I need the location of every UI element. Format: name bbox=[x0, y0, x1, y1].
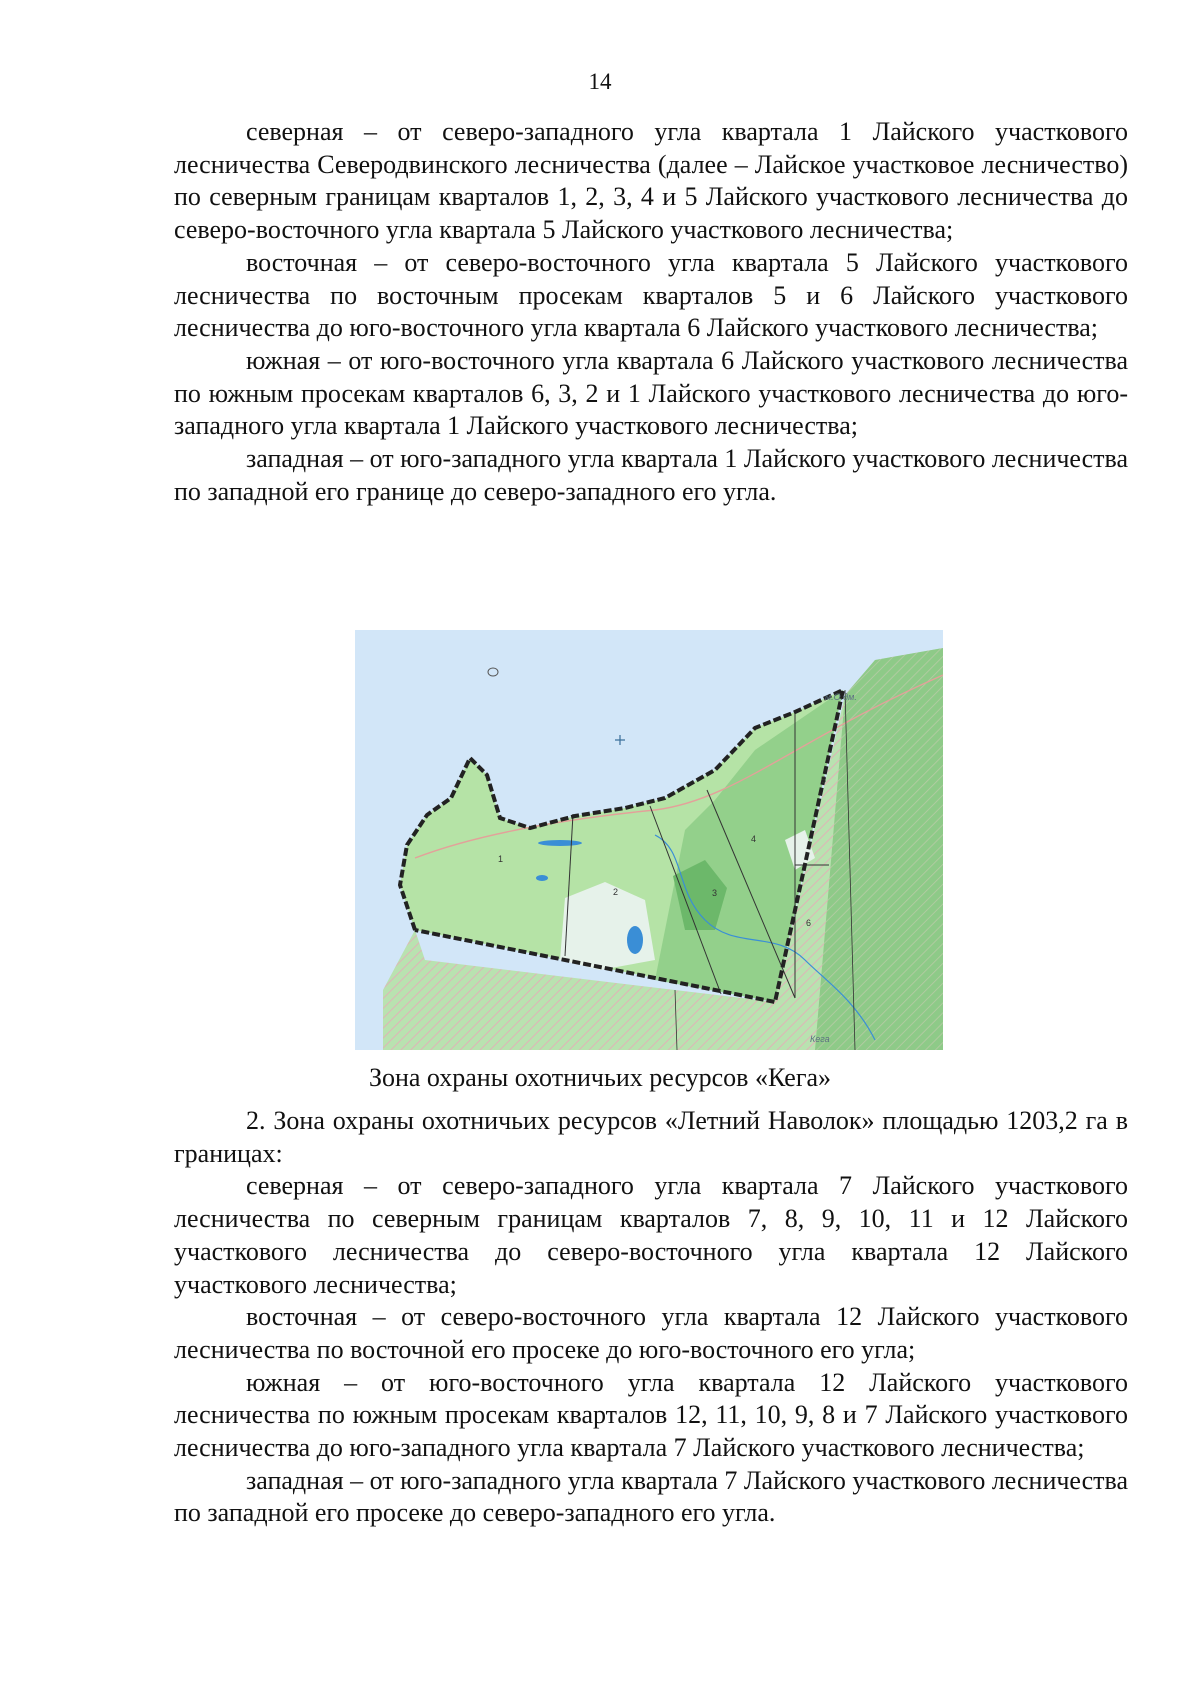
lake bbox=[538, 840, 582, 846]
quarter-label-3: 3 bbox=[712, 888, 718, 898]
boundary-north-paragraph: северная – от северо-западного угла квартала 1 Лайского участкового лесничества Северодвинского лесничества (далее – Лайское участковое лесничество) по северным границам кварталов 1, 2, 3, 4 и 5 Лайского участкового лесничества до северо-восточного угла квартала 5 Лайского участкового лесничества; bbox=[174, 117, 1128, 245]
quarter-label-2: 2 bbox=[613, 887, 619, 897]
page-number: 14 bbox=[588, 69, 612, 94]
zone-2-boundary-east-paragraph: восточная – от северо-восточного угла квартала 12 Лайского участкового лесничества по восточной его просеке до юго-восточного его угла; bbox=[174, 1302, 1128, 1364]
quarter-label-5: 5 bbox=[821, 775, 827, 785]
boundary-west-paragraph: западная – от юго-западного угла квартала 1 Лайского участкового лесничества по западной его границе до северо-западного его угла. bbox=[174, 444, 1128, 506]
cape-label: м.О.дм. bbox=[825, 692, 857, 702]
quarter-label-1: 1 bbox=[498, 854, 504, 864]
section-2-boundaries bbox=[174, 1105, 1128, 1530]
zone-map-kega bbox=[355, 630, 943, 1050]
map-caption: Зона охраны охотничьих ресурсов «Кега» bbox=[368, 1063, 832, 1092]
river-label: Кега bbox=[810, 1034, 830, 1044]
zone-2-boundary-north-paragraph: северная – от северо-западного угла квартала 7 Лайского участкового лесничества по северным границам кварталов 7, 8, 9, 10, 11 и 12 Лайского участкового лесничества до северо-восточного угла квартала 12 Лайского участкового лесничества; bbox=[174, 1171, 1128, 1299]
zone-2-boundary-south-paragraph: южная – от юго-восточного угла квартала 12 Лайского участкового лесничества по южным просекам кварталов 12, 11, 10, 9, 8 и 7 Лайского участкового лесничества до юго-западного угла квартала 7 Лайского участкового лесничества; bbox=[174, 1367, 1128, 1463]
lake bbox=[627, 926, 643, 954]
boundary-south-paragraph: южная – от юго-восточного угла квартала 6 Лайского участкового лесничества по южным просекам кварталов 6, 3, 2 и 1 Лайского участкового лесничества до юго-западного угла квартала 1 Лайского участкового лесничества; bbox=[174, 345, 1128, 441]
quarter-label-4: 4 bbox=[751, 834, 757, 844]
quarter-label-6: 6 bbox=[806, 918, 812, 928]
lake bbox=[536, 875, 548, 881]
zone-2-title-paragraph: 2. Зона охраны охотничьих ресурсов «Летний Наволок» площадью 1203,2 га в границах: bbox=[174, 1106, 1128, 1168]
zone-2-boundary-west-paragraph: западная – от юго-западного угла квартала 7 Лайского участкового лесничества по западной его просеке до северо-западного его угла. bbox=[174, 1465, 1128, 1528]
section-1-boundaries bbox=[174, 116, 1128, 508]
boundary-east-paragraph: восточная – от северо-восточного угла квартала 5 Лайского участкового лесничества по восточным просекам кварталов 5 и 6 Лайского участкового лесничества до юго-восточного угла квартала 6 Лайского участкового лесничества; bbox=[174, 247, 1128, 343]
